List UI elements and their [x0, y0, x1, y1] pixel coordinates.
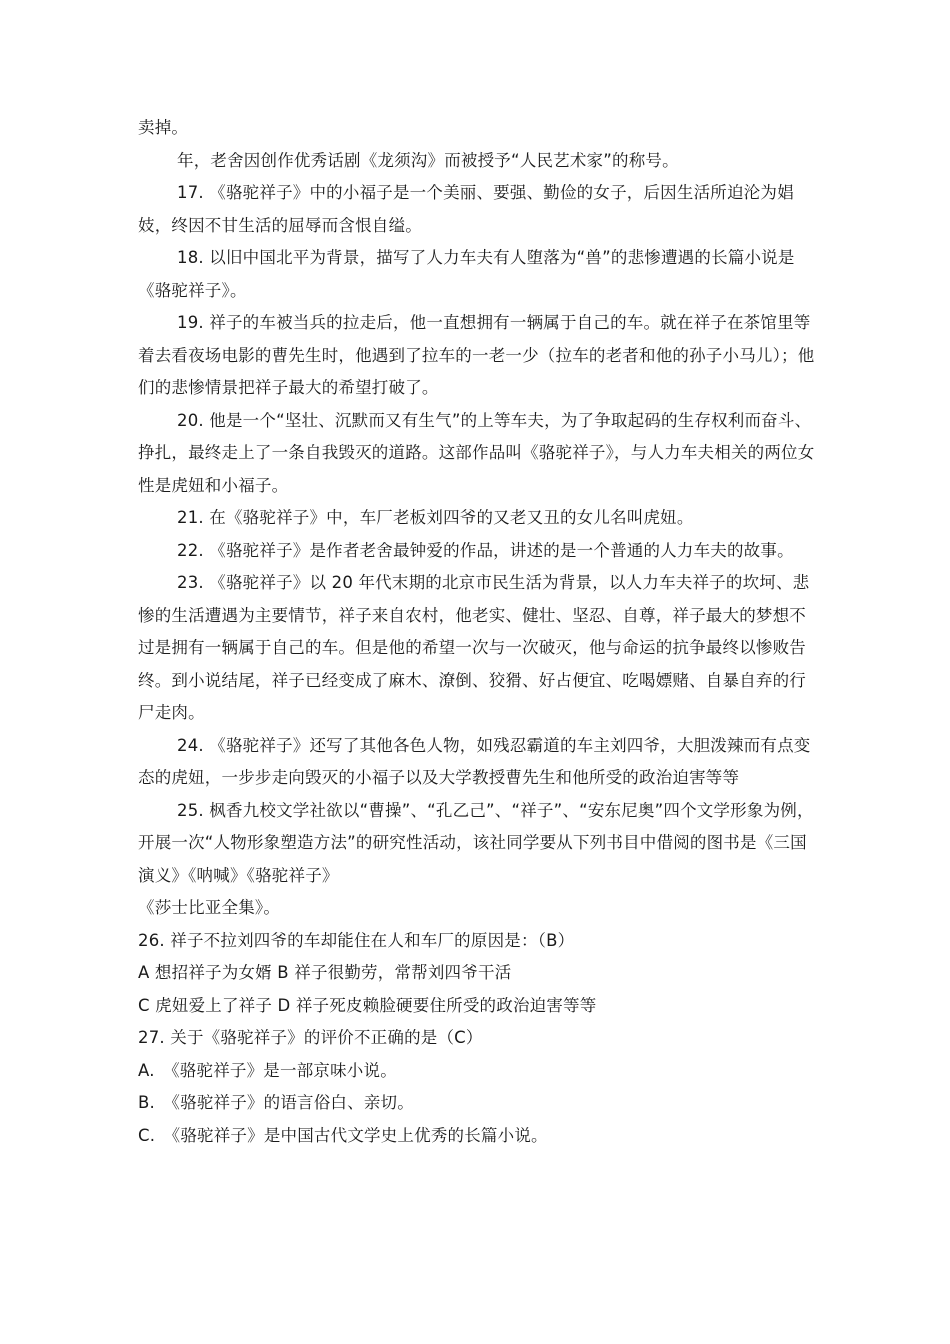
- paragraph-19: 19. 祥子的车被当兵的拉走后，他一直想拥有一辆属于自己的车。就在祥子在茶馆里等着去看夜场电影的曹先生时，他遇到了拉车的一老一少（拉车的老者和他的孙子小马儿）；他们的悲惨情景把祥子最大的希望打破了。: [138, 313, 815, 397]
- question-26: 26. 祥子不拉刘四爷的车却能住在人和车厂的原因是：（B）: [138, 930, 575, 950]
- paragraph-25-continuation: 《莎士比亚全集》。: [138, 898, 281, 917]
- paragraph-17: 17. 《骆驼祥子》中的小福子是一个美丽、要强、勤俭的女子，后因生活所迫沦为娼妓，终因不甘生活的屈辱而含恨自缢。: [138, 183, 794, 235]
- question-26-options-ab: A 想招祥子为女婿 B 祥子很勤劳，常帮刘四爷干活: [138, 963, 512, 982]
- question-27-option-a: A. 《骆驼祥子》是一部京味小说。: [138, 1060, 397, 1080]
- paragraph-22: 22. 《骆驼祥子》是作者老舍最钟爱的作品，讲述的是一个普通的人力车夫的故事。: [177, 540, 794, 560]
- question-27-option-b: B. 《骆驼祥子》的语言俗白、亲切。: [138, 1093, 414, 1112]
- paragraph-20: 20. 他是一个“坚壮、沉默而又有生气”的上等车夫，为了争取起码的生存权利而奋斗、挣扎，最终走上了一条自我毁灭的道路。这部作品叫《骆驼祥子》，与人力车夫相关的两位女性是虎妞和小福子。: [138, 410, 815, 495]
- paragraph-21: 21. 在《骆驼祥子》中，车厂老板刘四爷的又老又丑的女儿名叫虎妞。: [177, 508, 694, 527]
- paragraph-24: 24. 《骆驼祥子》还写了其他各色人物，如残忍霸道的车主刘四爷，大胆泼辣而有点变态的虎妞，一步步走向毁灭的小福子以及大学教授曹先生和他所受的政治迫害等等: [138, 735, 811, 787]
- paragraph-23: 23. 《骆驼祥子》以 20 年代末期的北京市民生活为背景，以人力车夫祥子的坎坷、悲惨的生活遭遇为主要情节，祥子来自农村，他老实、健壮、坚忍、自尊，祥子最大的梦想不过是拥有一辆属于自己的车。但是他的希望一次与一次破灭，他与命运的抗争最终以惨败告终。到小说结尾，祥子已经变成了麻木、潦倒、狡猾、好占便宜、吃喝嫖赌、自暴自弃的行尸走肉。: [138, 573, 810, 722]
- question-26-options-cd: C 虎妞爱上了祥子 D 祥子死皮赖脸硬要住所受的政治迫害等等: [138, 995, 597, 1015]
- paragraph-18: 18. 以旧中国北平为背景，描写了人力车夫有人堕落为“兽”的悲惨遭遇的长篇小说是《骆驼祥子》。: [138, 248, 795, 300]
- question-27-option-c: C. 《骆驼祥子》是中国古代文学史上优秀的长篇小说。: [138, 1125, 548, 1145]
- question-27: 27. 关于《骆驼祥子》的评价不正确的是（C）: [138, 1028, 483, 1047]
- paragraph-25: 25. 枫香九校文学社欲以“曹操”、“孔乙己”、“祥子”、“安东尼奥”四个文学形象为例，开展一次“人物形象塑造方法”的研究性活动，该社同学要从下列书目中借阅的图书是《三国演义》《呐喊》《骆驼祥子》: [138, 800, 814, 885]
- document-body: [138, 112, 818, 1152]
- paragraph-continuation: 卖掉。: [138, 118, 189, 137]
- paragraph-award: 年，老舍因创作优秀话剧《龙须沟》而被授予“人民艺术家”的称号。: [177, 150, 679, 170]
